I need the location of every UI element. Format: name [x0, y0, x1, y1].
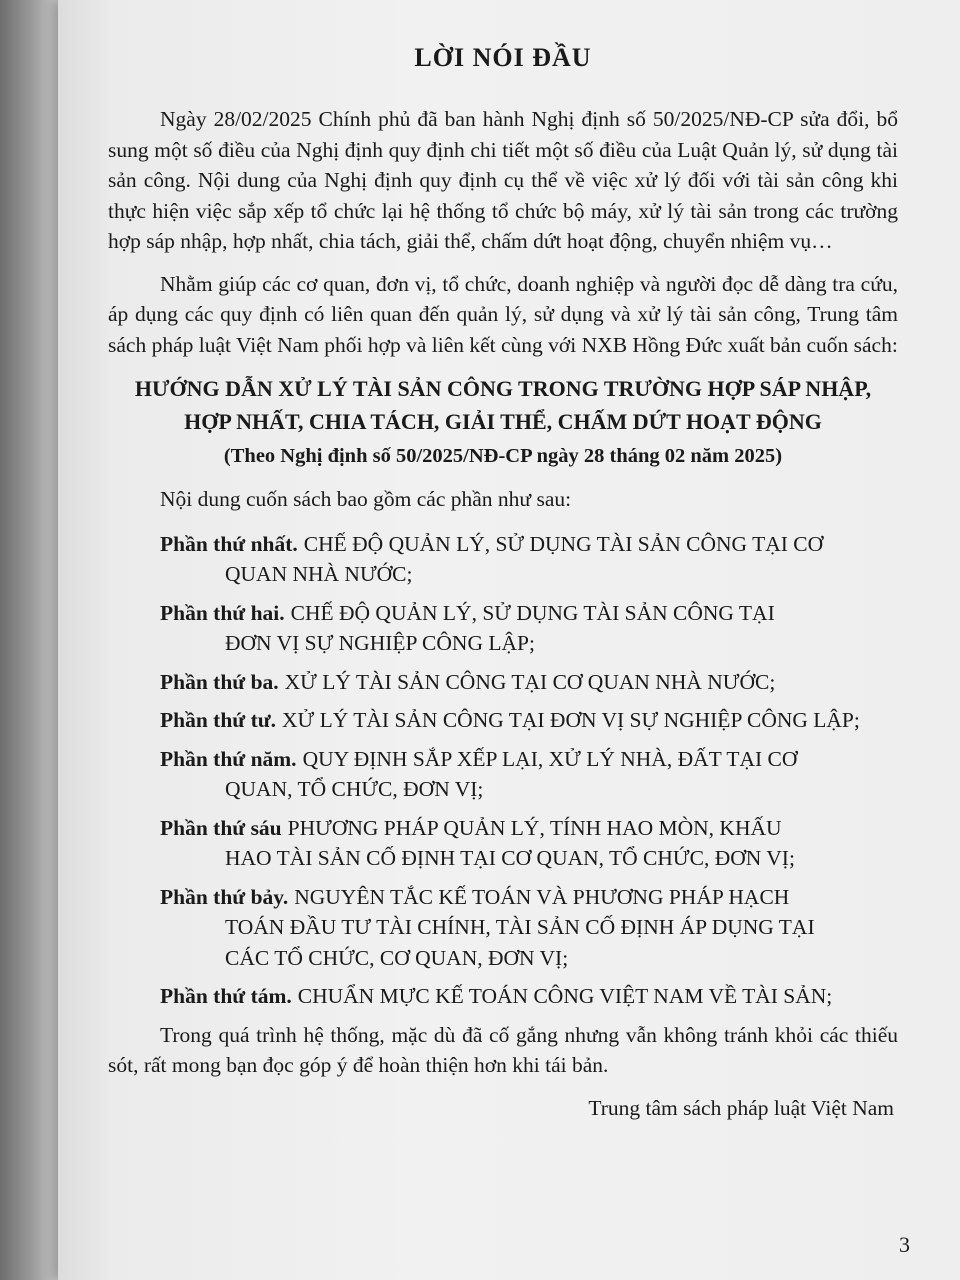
part-text-cont: QUAN NHÀ NƯỚC; [225, 562, 413, 586]
part-text: XỬ LÝ TÀI SẢN CÔNG TẠI ĐƠN VỊ SỰ NGHIỆP CÔNG LẬP; [282, 708, 860, 732]
part-7 [160, 882, 898, 974]
part-text-cont: HAO TÀI SẢN CỐ ĐỊNH TẠI CƠ QUAN, TỔ CHỨC, ĐƠN VỊ; [225, 846, 795, 870]
part-2 [160, 598, 898, 659]
paragraph-2: Nhằm giúp các cơ quan, đơn vị, tổ chức, doanh nghiệp và người đọc dễ dàng tra cứu, áp dụng các quy định có liên quan đến quản lý, sử dụng và xử lý tài sản công, Trung tâm sách pháp luật Việt Nam phối hợp và liên kết cùng với NXB Hồng Đức xuất bản cuốn sách: [108, 271, 898, 357]
part-text-cont: ĐƠN VỊ SỰ NGHIỆP CÔNG LẬP; [225, 631, 535, 655]
page-content [108, 38, 898, 1123]
book-title-line-1: HƯỚNG DẪN XỬ LÝ TÀI SẢN CÔNG TRONG TRƯỜNG HỢP SÁP NHẬP, [134, 376, 872, 401]
part-text: QUY ĐỊNH SẮP XẾP LẠI, XỬ LÝ NHÀ, ĐẤT TẠI CƠ [302, 746, 798, 771]
part-label: Phần thứ tư. [160, 708, 277, 732]
book-page [58, 0, 960, 1280]
part-label: Phần thứ bảy. [160, 884, 289, 909]
part-text: XỬ LÝ TÀI SẢN CÔNG TẠI CƠ QUAN NHÀ NƯỚC; [284, 669, 776, 694]
part-text-cont-2: CÁC TỔ CHỨC, CƠ QUAN, ĐƠN VỊ; [225, 945, 569, 970]
part-label: Phần thứ nhất. [160, 531, 298, 556]
part-label: Phần thứ tám. [160, 984, 292, 1008]
part-label: Phần thứ sáu [160, 815, 282, 840]
part-text: CHUẨN MỰC KẾ TOÁN CÔNG VIỆT NAM VỀ TÀI SẢN; [297, 984, 833, 1008]
part-text: NGUYÊN TẮC KẾ TOÁN VÀ PHƯƠNG PHÁP HẠCH [294, 884, 790, 909]
part-text: CHẾ ĐỘ QUẢN LÝ, SỬ DỤNG TÀI SẢN CÔNG TẠI [290, 600, 775, 625]
book-title-line-2: HỢP NHẤT, CHIA TÁCH, GIẢI THỂ, CHẤM DỨT HOẠT ĐỘNG [184, 409, 822, 434]
part-8 [160, 981, 898, 1012]
signature: Trung tâm sách pháp luật Việt Nam [588, 1095, 894, 1120]
part-3 [160, 667, 898, 698]
contents-intro: Nội dung cuốn sách bao gồm các phần như sau: [160, 487, 572, 511]
paragraph-1: Ngày 28/02/2025 Chính phủ đã ban hành Nghị định số 50/2025/NĐ-CP sửa đổi, bổ sung một số điều của Nghị định quy định chi tiết một số điều của Luật Quản lý, sử dụng tài sản công. Nội dung của Nghị định quy định cụ thể về việc xử lý đối với tài sản công khi thực hiện việc sắp xếp tổ chức lại hệ thống tổ chức bộ máy, xử lý tài sản trong các trường hợp sáp nhập, hợp nhất, chia tách, giải thể, chấm dứt hoạt động, chuyển nhiệm vụ… [108, 107, 898, 253]
closing-paragraph: Trong quá trình hệ thống, mặc dù đã cố gắng nhưng vẫn không tránh khỏi các thiếu sót, rất mong bạn đọc góp ý để hoàn thiện hơn khi tái bản. [108, 1022, 898, 1077]
part-label: Phần thứ ba. [160, 669, 279, 694]
part-5 [160, 744, 898, 805]
part-text: PHƯƠNG PHÁP QUẢN LÝ, TÍNH HAO MÒN, KHẤU [287, 815, 782, 840]
book-subtitle: (Theo Nghị định số 50/2025/NĐ-CP ngày 28 tháng 02 năm 2025) [223, 445, 783, 467]
part-1 [160, 529, 898, 590]
book-title [102, 372, 904, 438]
part-text-cont: TOÁN ĐẦU TƯ TÀI CHÍNH, TÀI SẢN CỐ ĐỊNH ÁP DỤNG TẠI [225, 915, 815, 939]
part-text-cont: QUAN, TỔ CHỨC, ĐƠN VỊ; [225, 777, 484, 801]
part-label: Phần thứ năm. [160, 746, 297, 771]
page-number: 3 [899, 1232, 910, 1257]
part-6 [160, 813, 898, 874]
page-heading: LỜI NÓI ĐẦU [414, 43, 592, 72]
part-4 [160, 705, 898, 736]
part-label: Phần thứ hai. [160, 600, 285, 625]
part-text: CHẾ ĐỘ QUẢN LÝ, SỬ DỤNG TÀI SẢN CÔNG TẠI CƠ [303, 531, 824, 556]
